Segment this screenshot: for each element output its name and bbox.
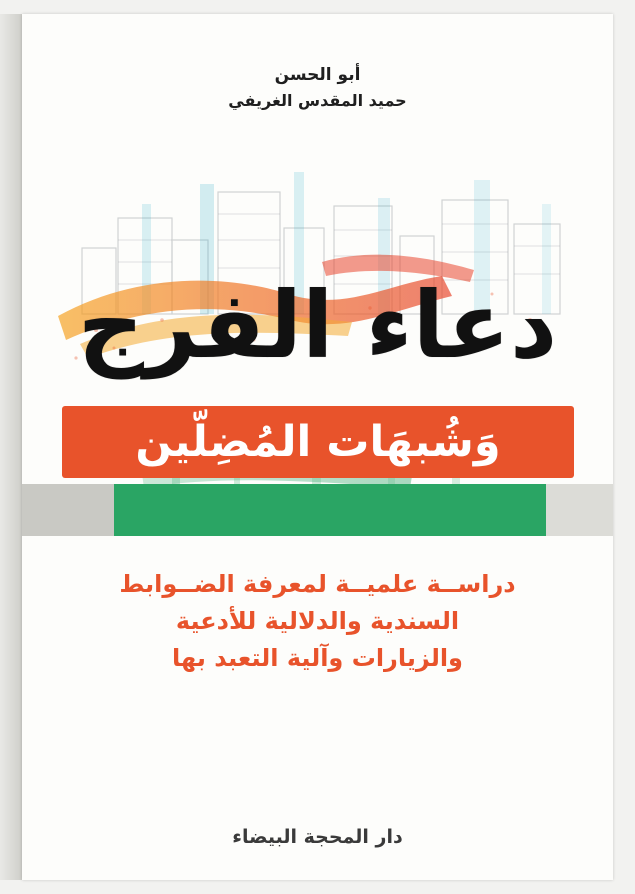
author-name-primary: أبو الحسن [274, 65, 361, 85]
publisher-name: دار المحجة البيضاء [232, 826, 403, 848]
book-title-main: دعاء الفرج [77, 272, 558, 379]
decor-bar-green [114, 484, 550, 536]
authors-block [22, 62, 613, 114]
cover-canvas [22, 14, 613, 880]
description-line-1: دراســة علميــة لمعرفة الضــوابط [119, 570, 516, 598]
page-spine-edge [0, 14, 22, 880]
book-description [82, 566, 553, 677]
decor-bar-gray-right [546, 484, 613, 536]
book-title-sub: وَشُبهَات المُضِلّين [135, 417, 501, 467]
decor-bar-gray-left [22, 484, 118, 536]
description-line-3: والزيارات وآلية التعبد بها [172, 644, 463, 672]
author-name-secondary: حميد المقدس الغريفي [228, 91, 407, 110]
description-line-2: السندية والدلالية للأدعية [175, 607, 460, 635]
